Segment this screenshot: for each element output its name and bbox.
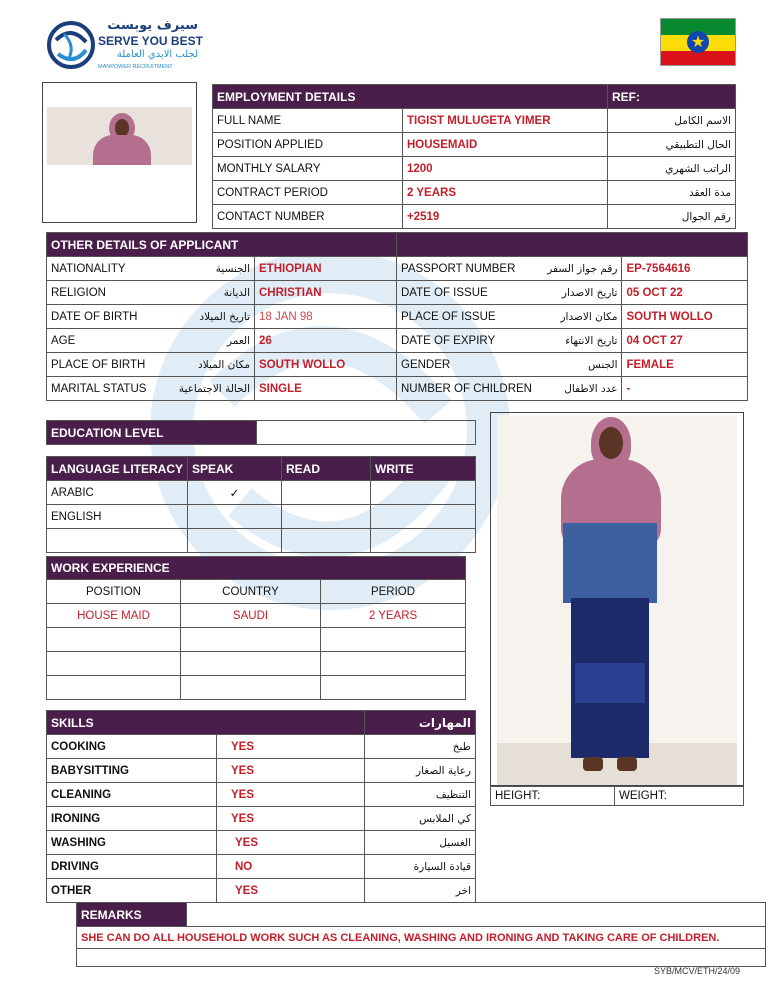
contact-number-ar: رقم الجوال: [608, 205, 736, 229]
other-details-table: [46, 232, 748, 401]
work-experience-header: WORK EXPERIENCE: [47, 557, 466, 580]
skills-header-ar: المهارات: [365, 711, 476, 735]
contact-number-label: CONTACT NUMBER: [213, 205, 403, 229]
skills-header: SKILLS: [47, 711, 365, 735]
full-name-ar: الاسم الكامل: [608, 109, 736, 133]
skill-washing-ar: الغسيل: [365, 831, 476, 855]
company-logo: [46, 18, 206, 78]
logo-tagline: MANPOWER RECRUITMENT: [98, 64, 173, 70]
write-header: WRITE: [371, 457, 476, 481]
ethiopia-flag-icon: ★: [660, 18, 736, 66]
date-of-expiry-label: DATE OF EXPIRY: [397, 329, 536, 353]
age-value: 26: [255, 329, 397, 353]
period-header: PERIOD: [321, 580, 466, 604]
place-of-birth-label: PLACE OF BIRTH: [47, 353, 165, 377]
number-of-children-ar: عدد الاطفال: [536, 377, 622, 401]
position-applied-label: POSITION APPLIED: [213, 133, 403, 157]
remarks-table: [76, 902, 766, 967]
date-of-expiry-ar: تاريخ الانتهاء: [536, 329, 622, 353]
date-of-expiry-value: 04 OCT 27: [622, 329, 748, 353]
religion-label: RELIGION: [47, 281, 165, 305]
english-speak: [188, 505, 282, 529]
place-of-birth-value: SOUTH WOLLO: [255, 353, 397, 377]
skill-cleaning-ar: التنظيف: [365, 783, 476, 807]
skill-driving-ar: قيادة السيارة: [365, 855, 476, 879]
place-of-issue-value: SOUTH WOLLO: [622, 305, 748, 329]
monthly-salary-value: 1200: [403, 157, 608, 181]
skill-driving-label: DRIVING: [47, 855, 217, 879]
date-of-birth-label: DATE OF BIRTH: [47, 305, 165, 329]
gender-value: FEMALE: [622, 353, 748, 377]
language-literacy-table: [46, 456, 476, 553]
logo-mark-icon: [46, 20, 96, 70]
skill-cooking-value: YES: [217, 735, 365, 759]
contract-period-value: 2 YEARS: [403, 181, 608, 205]
skill-cleaning-label: CLEANING: [47, 783, 217, 807]
logo-arabic-sub: لجلب الايدي العاملة: [116, 49, 198, 60]
footer-code: SYB/MCV/ETH/24/09: [653, 966, 740, 976]
logo-arabic-name: سيرف يوبست: [107, 18, 198, 33]
nationality-value: ETHIOPIAN: [255, 257, 397, 281]
skill-babysitting-label: BABYSITTING: [47, 759, 217, 783]
work-period-value: 2 YEARS: [321, 604, 466, 628]
date-of-issue-label: DATE OF ISSUE: [397, 281, 536, 305]
skill-ironing-label: IRONING: [47, 807, 217, 831]
education-level-header: EDUCATION LEVEL: [47, 421, 257, 445]
language-arabic: ARABIC: [47, 481, 188, 505]
skill-other-value: YES: [217, 879, 365, 903]
religion-value: CHRISTIAN: [255, 281, 397, 305]
work-country-value: SAUDI: [181, 604, 321, 628]
skill-ironing-value: YES: [217, 807, 365, 831]
skill-washing-label: WASHING: [47, 831, 217, 855]
place-of-birth-ar: مكان الميلاد: [165, 353, 255, 377]
full-name-value: TIGIST MULUGETA YIMER: [403, 109, 608, 133]
date-of-issue-value: 05 OCT 22: [622, 281, 748, 305]
contact-number-value: +2519: [403, 205, 608, 229]
employment-details-table: [212, 84, 736, 229]
number-of-children-value: -: [622, 377, 748, 401]
height-label: HEIGHT:: [491, 787, 615, 806]
passport-number-label: PASSPORT NUMBER: [397, 257, 536, 281]
speak-header: SPEAK: [188, 457, 282, 481]
number-of-children-label: NUMBER OF CHILDREN: [397, 377, 536, 401]
nationality-ar: الجنسية: [165, 257, 255, 281]
skills-table: [46, 710, 476, 903]
weight-label: WEIGHT:: [615, 787, 744, 806]
education-level-value: [257, 421, 476, 445]
skill-babysitting-value: YES: [217, 759, 365, 783]
skill-ironing-ar: كي الملابس: [365, 807, 476, 831]
age-ar: العمر: [165, 329, 255, 353]
language-english: ENGLISH: [47, 505, 188, 529]
date-of-issue-ar: تاريخ الاصدار: [536, 281, 622, 305]
skill-cooking-ar: طبخ: [365, 735, 476, 759]
work-experience-table: [46, 556, 466, 700]
contract-period-label: CONTRACT PERIOD: [213, 181, 403, 205]
marital-status-value: SINGLE: [255, 377, 397, 401]
position-header: POSITION: [47, 580, 181, 604]
contract-period-ar: مدة العقد: [608, 181, 736, 205]
religion-ar: الديانة: [165, 281, 255, 305]
position-applied-ar: الحال التطبيقي: [608, 133, 736, 157]
gender-label: GENDER: [397, 353, 536, 377]
place-of-issue-label: PLACE OF ISSUE: [397, 305, 536, 329]
gender-ar: الجنس: [536, 353, 622, 377]
passport-number-ar: رقم جواز السفر: [536, 257, 622, 281]
employment-details-header: EMPLOYMENT DETAILS: [213, 85, 608, 109]
nationality-label: NATIONALITY: [47, 257, 165, 281]
place-of-issue-ar: مكان الاصدار: [536, 305, 622, 329]
monthly-salary-ar: الراتب الشهري: [608, 157, 736, 181]
work-position-value: HOUSE MAID: [47, 604, 181, 628]
ref-label: REF:: [608, 85, 736, 109]
marital-status-ar: الحالة الاجتماعية: [165, 377, 255, 401]
remarks-text: SHE CAN DO ALL HOUSEHOLD WORK SUCH AS CLEANING, WASHING AND IRONING AND TAKING CARE OF CHILDREN.: [77, 927, 766, 949]
date-of-birth-ar: تاريخ الميلاد: [165, 305, 255, 329]
passport-number-value: EP-7564616: [622, 257, 748, 281]
skill-other-ar: اخر: [365, 879, 476, 903]
height-weight-table: [490, 786, 744, 806]
logo-english-name: SERVE YOU BEST: [98, 34, 203, 48]
age-label: AGE: [47, 329, 165, 353]
skill-babysitting-ar: رعاية الصغار: [365, 759, 476, 783]
education-level-table: [46, 420, 476, 445]
skill-other-label: OTHER: [47, 879, 217, 903]
date-of-birth-value: 18 JAN 98: [255, 305, 397, 329]
remarks-header: REMARKS: [77, 903, 187, 927]
language-literacy-header: LANGUAGE LITERACY: [47, 457, 188, 481]
other-details-header: OTHER DETAILS OF APPLICANT: [47, 233, 397, 257]
skill-cleaning-value: YES: [217, 783, 365, 807]
monthly-salary-label: MONTHLY SALARY: [213, 157, 403, 181]
skill-washing-value: YES: [217, 831, 365, 855]
position-applied-value: HOUSEMAID: [403, 133, 608, 157]
country-header: COUNTRY: [181, 580, 321, 604]
arabic-speak-check-icon: ✓: [188, 481, 282, 505]
skill-driving-value: NO: [217, 855, 365, 879]
read-header: READ: [282, 457, 371, 481]
marital-status-label: MARITAL STATUS: [47, 377, 165, 401]
applicant-photo-small: [42, 82, 197, 223]
skill-cooking-label: COOKING: [47, 735, 217, 759]
applicant-photo-full: [490, 412, 744, 786]
full-name-label: FULL NAME: [213, 109, 403, 133]
